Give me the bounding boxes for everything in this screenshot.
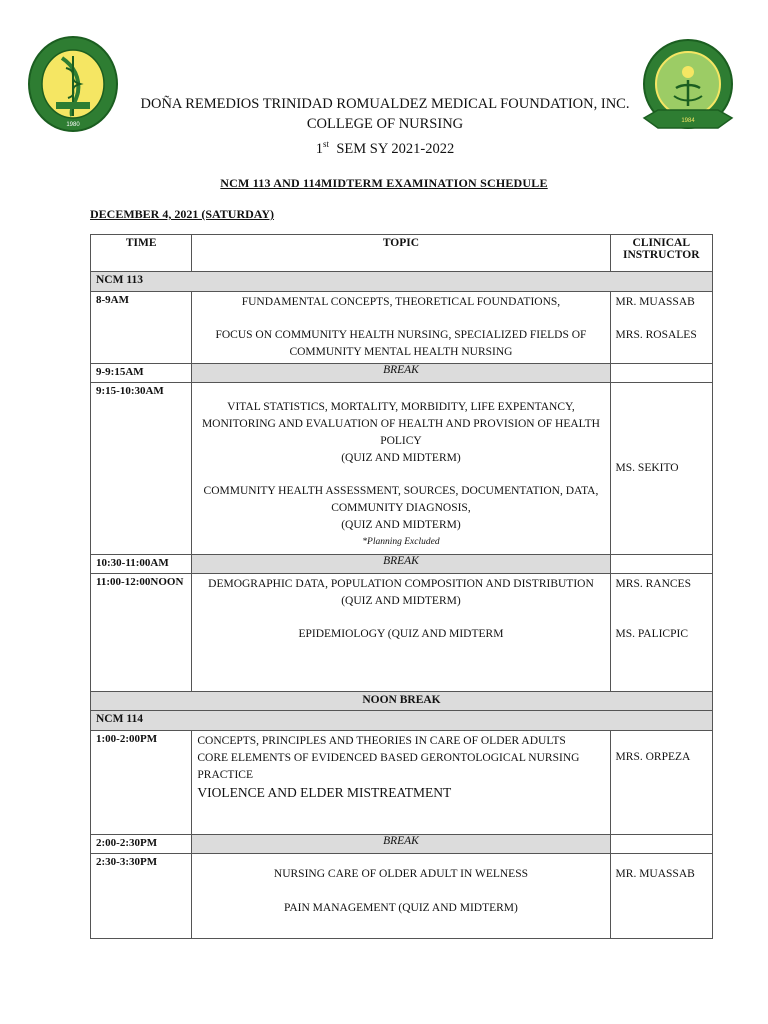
instructor-cell — [610, 731, 712, 835]
instructor-cell — [610, 364, 712, 383]
topic-cell — [192, 383, 610, 555]
instructor-name: MRS. RANCES — [615, 578, 691, 590]
topic-cell — [192, 292, 610, 364]
group-row-ncm114 — [91, 711, 713, 731]
topic-note: *Planning Excluded — [362, 537, 440, 547]
instructor-name: MS. SEKITO — [615, 462, 679, 474]
table-row — [91, 731, 713, 835]
exam-date: DECEMBER 4, 2021 (SATURDAY) — [90, 207, 275, 221]
break-row — [91, 364, 713, 383]
instructor-cell — [610, 383, 712, 555]
semester-suffix: st — [323, 139, 330, 149]
time-cell: 11:00-12:00NOON — [91, 574, 192, 692]
time-cell: 9-9:15AM — [91, 364, 192, 383]
time-cell: 2:30-3:30PM — [91, 854, 192, 939]
semester-line — [120, 134, 650, 159]
semester-rest: SEM SY 2021-2022 — [336, 140, 455, 157]
header-time: TIME — [91, 235, 192, 272]
instructor-cell — [610, 292, 712, 364]
topic-text: VIOLENCE AND ELDER MISTREATMENT — [197, 785, 452, 800]
topic-text: FUNDAMENTAL CONCEPTS, THEORETICAL FOUNDATIONS, — [241, 296, 561, 308]
header-instructor — [610, 235, 712, 272]
foundation-name: DOÑA REMEDIOS TRINIDAD ROMUALDEZ MEDICAL FOUNDATION, INC. — [140, 96, 630, 112]
college-name: COLLEGE OF NURSING — [306, 116, 464, 132]
foundation-seal-logo — [28, 36, 118, 132]
time-cell: 8-9AM — [91, 292, 192, 364]
topic-cell — [192, 731, 610, 835]
header-topic: TOPIC — [192, 235, 610, 272]
topic-text: EPIDEMIOLOGY (QUIZ AND MIDTERM — [298, 628, 504, 640]
schedule-table — [90, 234, 713, 939]
topic-text: DEMOGRAPHIC DATA, POPULATION COMPOSITION AND DISTRIBUTION (QUIZ AND MIDTERM) — [208, 578, 594, 607]
topic-text: (QUIZ AND MIDTERM) — [341, 452, 461, 464]
break-row — [91, 835, 713, 854]
table-row — [91, 574, 713, 692]
table-row — [91, 292, 713, 364]
group-label: NCM 113 — [91, 272, 713, 292]
table-row — [91, 383, 713, 555]
document-header — [120, 94, 650, 159]
semester-number: 1 — [315, 140, 324, 157]
right-logo-year: 1984 — [681, 118, 695, 124]
break-label: BREAK — [192, 364, 610, 383]
noon-break-label: NOON BREAK — [91, 692, 713, 711]
topic-text: COMMUNITY HEALTH ASSESSMENT, SOURCES, DOCUMENTATION, DATA, COMMUNITY DIAGNOSIS, — [203, 485, 599, 514]
instructor-cell — [610, 854, 712, 939]
table-row — [91, 854, 713, 939]
time-cell: 1:00-2:00PM — [91, 731, 192, 835]
time-cell: 9:15-10:30AM — [91, 383, 192, 555]
topic-text: VITAL STATISTICS, MORTALITY, MORBIDITY, LIFE EXPENTANCY, MONITORING AND EVALUATION OF HEALTH AND PROVISION OF HEALTH POLICY — [201, 401, 600, 447]
break-label: BREAK — [192, 835, 610, 854]
instructor-name: MR. MUASSAB — [615, 296, 695, 308]
topic-text: PAIN MANAGEMENT (QUIZ AND MIDTERM) — [284, 902, 518, 914]
group-row-ncm113 — [91, 272, 713, 292]
topic-text: FOCUS ON COMMUNITY HEALTH NURSING, SPECIALIZED FIELDS OF COMMUNITY MENTAL HEALTH NURSING — [215, 329, 587, 358]
topic-cell — [192, 574, 610, 692]
header-instructor-line1: CLINICAL — [632, 237, 691, 249]
topic-text: CORE ELEMENTS OF EVIDENCED BASED GERONTOLOGICAL NURSING PRACTICE — [197, 752, 580, 781]
time-cell: 10:30-11:00AM — [91, 555, 192, 574]
instructor-name: MRS. ROSALES — [615, 329, 697, 341]
break-row — [91, 555, 713, 574]
college-seal-logo — [638, 36, 738, 144]
topic-text: CONCEPTS, PRINCIPLES AND THEORIES IN CARE OF OLDER ADULTS — [197, 735, 566, 747]
topic-text: (QUIZ AND MIDTERM) — [341, 519, 461, 531]
time-cell: 2:00-2:30PM — [91, 835, 192, 854]
left-logo-year: 1980 — [66, 122, 80, 128]
instructor-name: MS. PALICPIC — [615, 628, 688, 640]
header-instructor-line2: INSTRUCTOR — [623, 249, 700, 261]
topic-text: NURSING CARE OF OLDER ADULT IN WELNESS — [273, 868, 528, 880]
table-header-row — [91, 235, 713, 272]
schedule-title: NCM 113 AND 114MIDTERM EXAMINATION SCHEDULE — [220, 176, 548, 190]
break-label: BREAK — [192, 555, 610, 574]
noon-break-row — [91, 692, 713, 711]
instructor-cell — [610, 574, 712, 692]
instructor-name: MRS. ORPEZA — [615, 751, 691, 763]
topic-cell — [192, 854, 610, 939]
group-label: NCM 114 — [91, 711, 713, 731]
instructor-name: MR. MUASSAB — [615, 868, 695, 880]
instructor-cell — [610, 835, 712, 854]
instructor-cell — [610, 555, 712, 574]
